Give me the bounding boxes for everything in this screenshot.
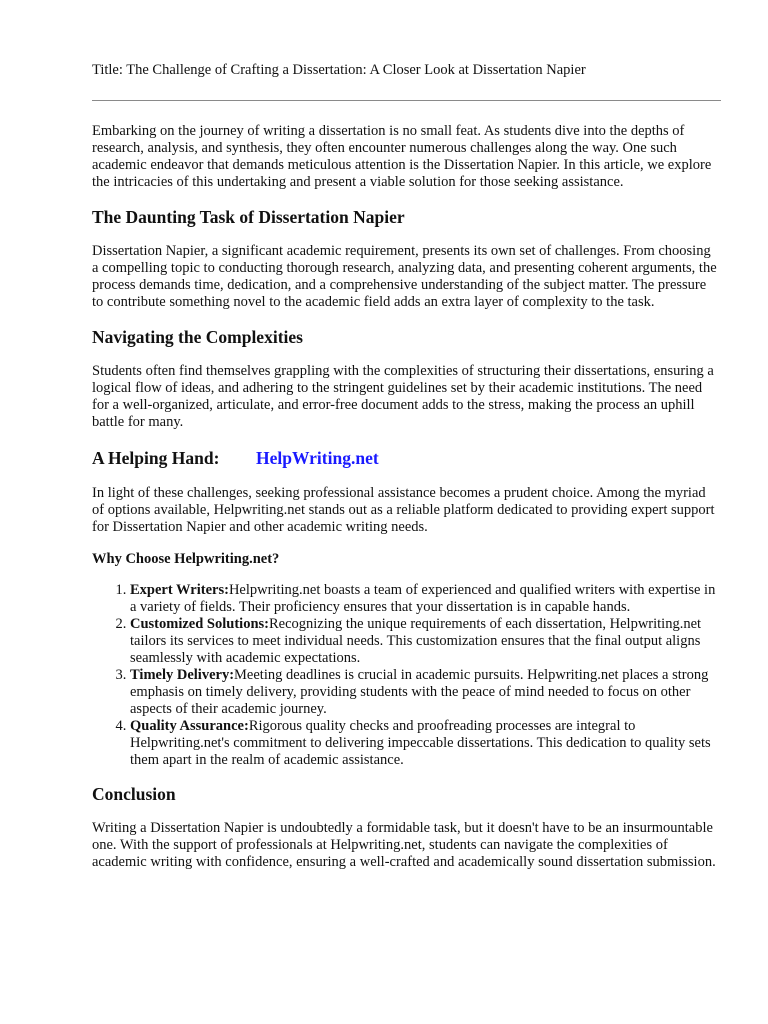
document-body [92, 123, 718, 871]
benefit-text: Recognizing the unique requirements of each dissertation, Helpwriting.net tailors its services to meet individual needs. This customization ensures that the final output aligns seamlessly with academic expectations. [130, 616, 702, 666]
benefit-text: Rigorous quality checks and proofreading processes are integral to Helpwriting.net's commitment to delivering impeccable dissertations. This dedication to quality sets them apart in the realm of academic assistance. [130, 718, 711, 768]
daunting-task-paragraph: Dissertation Napier, a significant academic requirement, presents its own set of challenges. From choosing a compelling topic to conducting thorough research, analyzing data, and presenting coherent arguments, the process demands time, dedication, and a comprehensive understanding of the subject matter. The pressure to contribute something novel to the academic field adds an extra layer of complexity to the task. [92, 243, 717, 310]
benefit-item-quality-assurance [130, 718, 718, 769]
benefit-item-expert-writers [130, 582, 718, 616]
helping-hand-paragraph: In light of these challenges, seeking professional assistance becomes a prudent choice. Among the myriad of options available, Helpwriting.net stands out as a reliable platform dedicated to providing expert support for Dissertation Napier and other academic writing needs. [92, 485, 715, 535]
benefits-list [92, 582, 718, 769]
helping-hand-label: A Helping Hand: [92, 448, 220, 468]
navigating-paragraph: Students often find themselves grappling with the complexities of structuring their dissertations, ensuring a logical flow of ideas, and adhering to the stringent guidelines set by their academic institutions. The need for a well-organized, articulate, and error-free document adds to the stress, making the process an uphill battle for many. [92, 363, 714, 430]
benefit-text: Helpwriting.net boasts a team of experienced and qualified writers with expertise in a variety of fields. Their proficiency ensures that your dissertation is in capable hands. [130, 582, 716, 615]
title-divider [92, 100, 721, 101]
document-title: Title: The Challenge of Crafting a Dissertation: A Closer Look at Dissertation Napier [92, 62, 586, 78]
benefit-item-timely-delivery [130, 667, 718, 718]
benefit-item-customized-solutions [130, 616, 718, 667]
intro-paragraph: Embarking on the journey of writing a dissertation is no small feat. As students dive into the depths of research, analysis, and synthesis, they often encounter numerous challenges along the way. One such academic endeavor that demands meticulous attention is the Dissertation Napier. In this article, we explore the intricacies of this undertaking and present a viable solution for those seeking assistance. [92, 123, 712, 190]
why-choose-heading: Why Choose Helpwriting.net? [92, 551, 280, 567]
benefit-lead: Expert Writers: [130, 582, 229, 598]
section-heading-conclusion: Conclusion [92, 784, 176, 804]
benefit-lead: Timely Delivery: [130, 667, 235, 683]
benefit-lead: Quality Assurance: [130, 718, 249, 734]
section-heading-daunting-task: The Daunting Task of Dissertation Napier [92, 207, 405, 227]
section-heading-navigating: Navigating the Complexities [92, 327, 303, 347]
conclusion-paragraph: Writing a Dissertation Napier is undoubtedly a formidable task, but it doesn't have to be an insurmountable one. With the support of professionals at Helpwriting.net, students can navigate the complexities of academic writing with confidence, ensuring a well-crafted and academically sound dissertation submission. [92, 820, 716, 870]
helpwriting-link[interactable]: HelpWriting.net [256, 448, 379, 468]
section-heading-helping-hand [92, 447, 718, 469]
benefit-text: Meeting deadlines is crucial in academic pursuits. Helpwriting.net places a strong emphasis on timely delivery, providing students with the peace of mind needed to focus on other aspects of their academic journey. [130, 667, 709, 717]
benefit-lead: Customized Solutions: [130, 616, 269, 632]
